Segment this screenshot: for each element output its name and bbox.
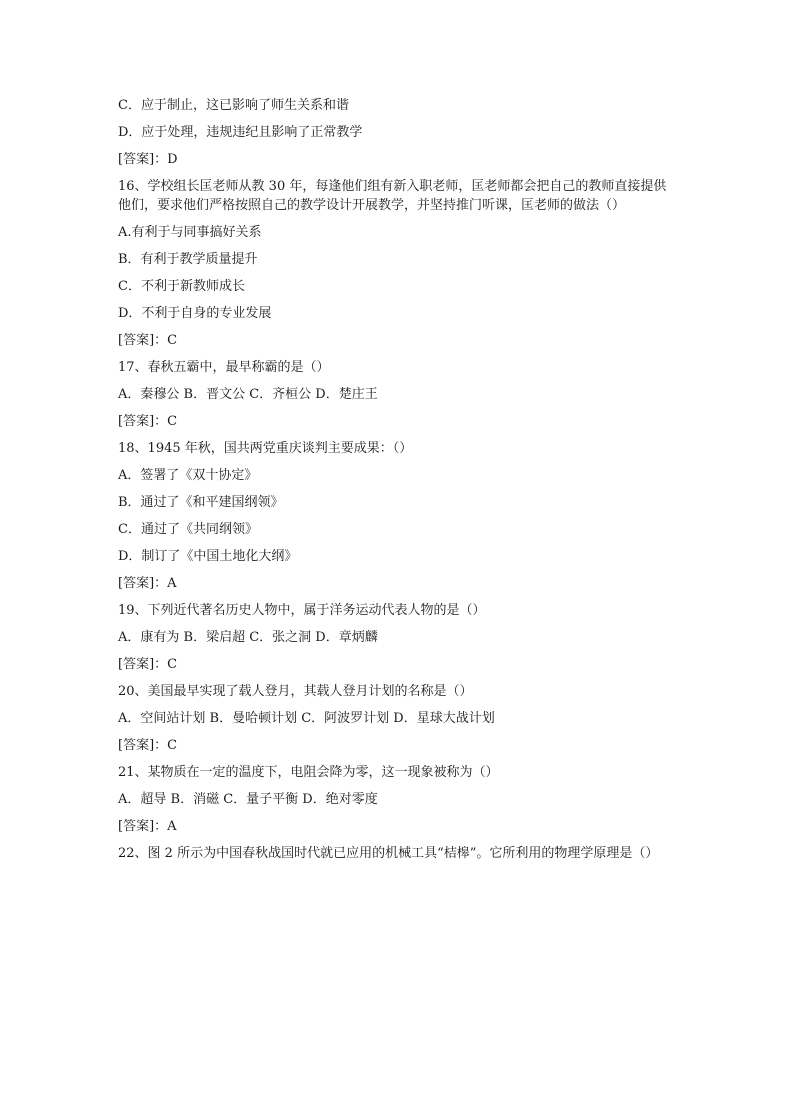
option-c-line: C．应于制止，这已影响了师生关系和谐 (118, 98, 349, 113)
q18-option-a: A．签署了《双十协定》 (118, 468, 258, 483)
q17-options: A．秦穆公 B．晋文公 C．齐桓公 D．楚庄王 (118, 387, 378, 402)
q18-option-d: D．制订了《中国土地化大纲》 (118, 549, 298, 564)
q18-option-c: C．通过了《共同纲领》 (118, 522, 258, 537)
option-d-line: D．应于处理，违规违纪且影响了正常教学 (118, 125, 363, 140)
question-18: 18、1945 年秋，国共两党重庆谈判主要成果：（） (118, 441, 413, 456)
document-content (118, 96, 678, 871)
q21-options: A．超导 B．消磁 C．量子平衡 D．绝对零度 (118, 792, 378, 807)
q16-option-c: C．不利于新教师成长 (118, 279, 245, 294)
q16-option-d: D．不利于自身的专业发展 (118, 306, 272, 321)
q19-options: A．康有为 B．梁启超 C．张之洞 D．章炳麟 (118, 630, 378, 645)
question-17: 17、春秋五霸中，最早称霸的是（） (118, 360, 330, 375)
q16-option-b: B．有利于教学质量提升 (118, 252, 258, 267)
q16-answer: [答案]：C (118, 333, 178, 348)
q20-options: A．空间站计划 B．曼哈顿计划 C．阿波罗计划 D．星球大战计划 (118, 711, 495, 726)
q16-option-a: A.有利于与同事搞好关系 (118, 225, 262, 240)
question-16: 16、学校组长匡老师从教 30 年，每逢他们组有新入职老师，匡老师都会把自己的教师直接提供他们，要求他们严格按照自己的教学设计开展教学，并坚持推门听课，匡老师的做法（） (118, 179, 667, 213)
question-19: 19、下列近代著名历史人物中，属于洋务运动代表人物的是（） (118, 603, 486, 618)
q21-answer: [答案]：A (118, 819, 177, 834)
q19-answer: [答案]：C (118, 657, 178, 672)
q17-answer: [答案]：C (118, 414, 178, 429)
q20-answer: [答案]：C (118, 738, 178, 753)
question-21: 21、某物质在一定的温度下，电阻会降为零，这一现象被称为（） (118, 765, 499, 780)
q18-answer: [答案]：A (118, 576, 177, 591)
q18-option-b: B．通过了《和平建国纲领》 (118, 495, 284, 510)
question-20: 20、美国最早实现了载人登月，其载人登月计划的名称是（） (118, 684, 473, 699)
answer-line: [答案]：D (118, 152, 178, 167)
question-22: 22、图 2 所示为中国春秋战国时代就已应用的机械工具“桔槔”。它所利用的物理学原理是（） (118, 846, 659, 861)
